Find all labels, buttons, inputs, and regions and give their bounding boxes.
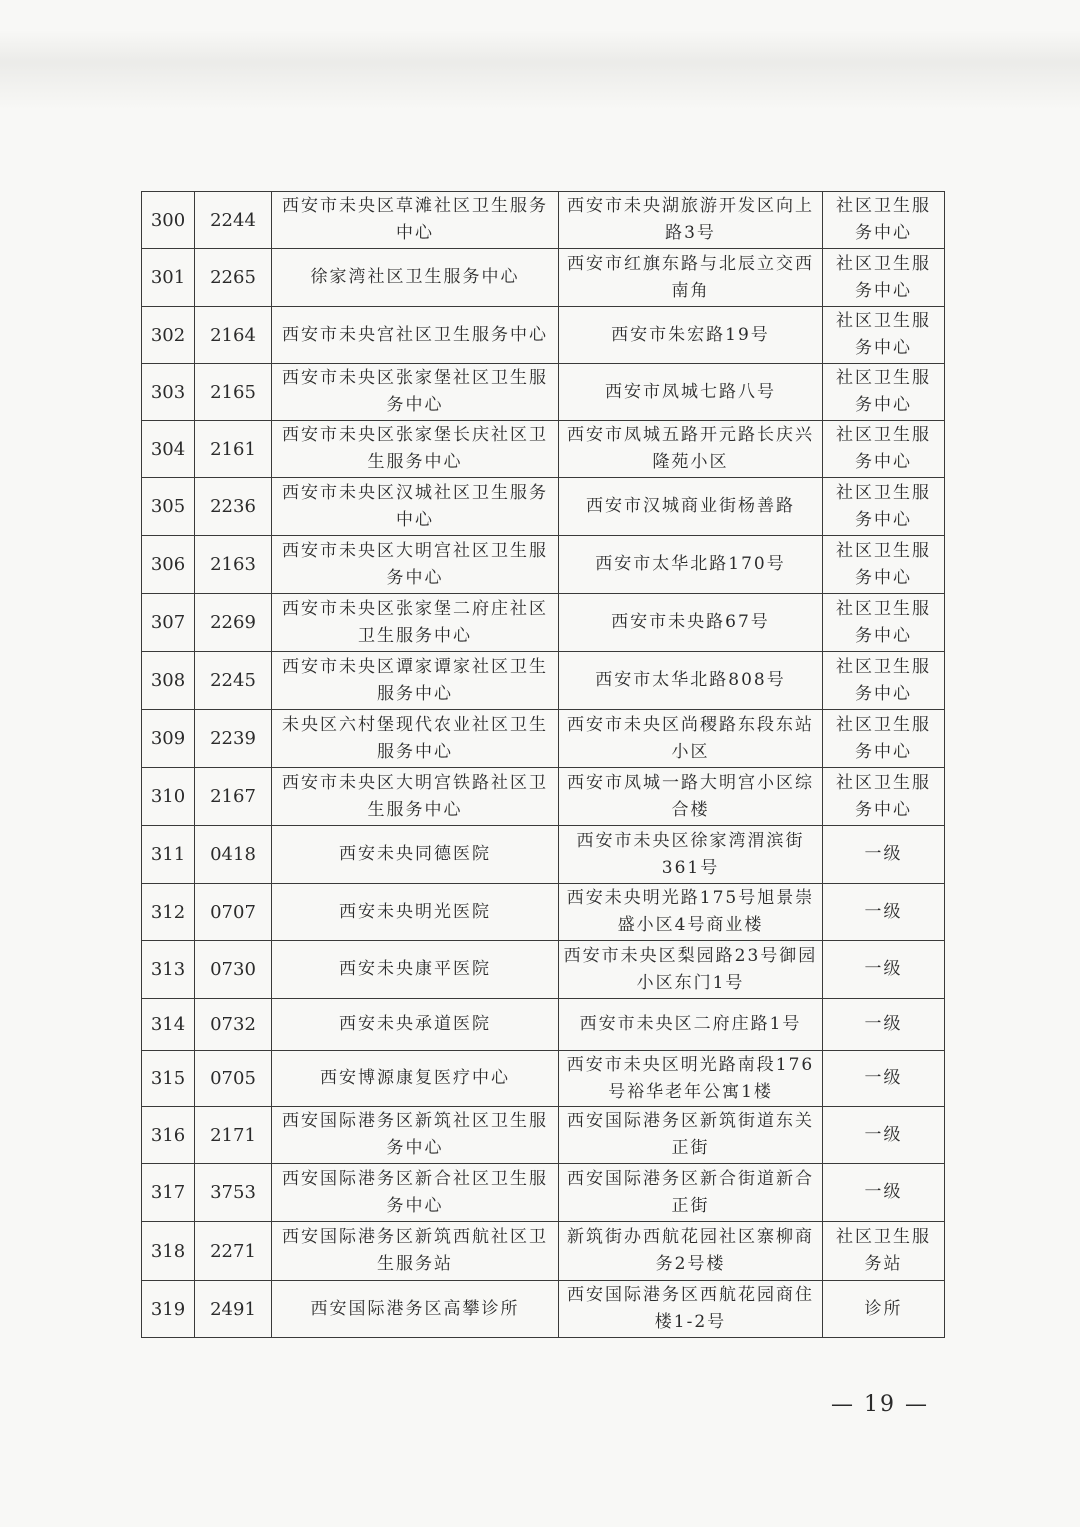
table-row: [142, 1107, 945, 1164]
address-cell: 西安市未央湖旅游开发区向上路3号: [559, 192, 823, 249]
table-row: [142, 478, 945, 536]
table-row: [142, 192, 945, 249]
seq-cell: 319: [142, 1281, 195, 1338]
table-row: [142, 1051, 945, 1107]
address-cell: 西安市红旗东路与北辰立交西南角: [559, 249, 823, 307]
level-cell: 诊所: [823, 1281, 945, 1338]
name-cell: 西安市未央区张家堡二府庄社区卫生服务中心: [272, 594, 559, 652]
page-number: — 19 —: [831, 1392, 929, 1417]
name-cell: 西安市未央区大明宫铁路社区卫生服务中心: [272, 768, 559, 826]
table-row: [142, 826, 945, 884]
seq-cell: 307: [142, 594, 195, 652]
level-cell: 一级: [823, 826, 945, 884]
code-cell: 2167: [195, 768, 272, 826]
table-row: [142, 1281, 945, 1338]
address-cell: 西安市未央区徐家湾渭滨街361号: [559, 826, 823, 884]
address-cell: 西安国际港务区新合街道新合正街: [559, 1164, 823, 1222]
level-cell: 社区卫生服务中心: [823, 307, 945, 364]
code-cell: 2269: [195, 594, 272, 652]
code-cell: 2161: [195, 421, 272, 478]
address-cell: 西安市凤城七路八号: [559, 364, 823, 421]
address-cell: 西安市太华北路170号: [559, 536, 823, 594]
code-cell: 0707: [195, 884, 272, 941]
address-cell: 西安国际港务区西航花园商住楼1-2号: [559, 1281, 823, 1338]
level-cell: 社区卫生服务中心: [823, 652, 945, 710]
name-cell: 西安未央明光医院: [272, 884, 559, 941]
code-cell: 2164: [195, 307, 272, 364]
seq-cell: 318: [142, 1222, 195, 1281]
name-cell: 未央区六村堡现代农业社区卫生服务中心: [272, 710, 559, 768]
name-cell: 西安未央康平医院: [272, 941, 559, 999]
table-row: [142, 249, 945, 307]
level-cell: 社区卫生服务中心: [823, 710, 945, 768]
table-row: [142, 307, 945, 364]
code-cell: 2491: [195, 1281, 272, 1338]
seq-cell: 306: [142, 536, 195, 594]
seq-cell: 308: [142, 652, 195, 710]
table-row: [142, 999, 945, 1051]
level-cell: 一级: [823, 941, 945, 999]
address-cell: 西安市太华北路808号: [559, 652, 823, 710]
level-cell: 社区卫生服务中心: [823, 421, 945, 478]
name-cell: 西安国际港务区新筑西航社区卫生服务站: [272, 1222, 559, 1281]
name-cell: 西安国际港务区新合社区卫生服务中心: [272, 1164, 559, 1222]
seq-cell: 302: [142, 307, 195, 364]
code-cell: 0732: [195, 999, 272, 1051]
seq-cell: 311: [142, 826, 195, 884]
name-cell: 西安未央同德医院: [272, 826, 559, 884]
name-cell: 西安国际港务区高攀诊所: [272, 1281, 559, 1338]
seq-cell: 305: [142, 478, 195, 536]
code-cell: 2165: [195, 364, 272, 421]
code-cell: 2265: [195, 249, 272, 307]
seq-cell: 313: [142, 941, 195, 999]
address-cell: 西安市未央区尚稷路东段东站小区: [559, 710, 823, 768]
name-cell: 西安未央承道医院: [272, 999, 559, 1051]
name-cell: 西安博源康复医疗中心: [272, 1051, 559, 1107]
seq-cell: 317: [142, 1164, 195, 1222]
code-cell: 3753: [195, 1164, 272, 1222]
seq-cell: 312: [142, 884, 195, 941]
table-row: [142, 421, 945, 478]
level-cell: 社区卫生服务中心: [823, 249, 945, 307]
address-cell: 西安市凤城一路大明宫小区综合楼: [559, 768, 823, 826]
code-cell: 2171: [195, 1107, 272, 1164]
address-cell: 西安国际港务区新筑街道东关正街: [559, 1107, 823, 1164]
code-cell: 2244: [195, 192, 272, 249]
code-cell: 0730: [195, 941, 272, 999]
address-cell: 西安市未央区二府庄路1号: [559, 999, 823, 1051]
level-cell: 一级: [823, 1107, 945, 1164]
code-cell: 2163: [195, 536, 272, 594]
name-cell: 西安市未央区草滩社区卫生服务中心: [272, 192, 559, 249]
table-row: [142, 1164, 945, 1222]
level-cell: 一级: [823, 884, 945, 941]
name-cell: 西安市未央区谭家谭家社区卫生服务中心: [272, 652, 559, 710]
seq-cell: 315: [142, 1051, 195, 1107]
code-cell: 2239: [195, 710, 272, 768]
seq-cell: 309: [142, 710, 195, 768]
address-cell: 新筑街办西航花园社区寨柳商务2号楼: [559, 1222, 823, 1281]
table-row: [142, 594, 945, 652]
name-cell: 西安市未央宫社区卫生服务中心: [272, 307, 559, 364]
address-cell: 西安市未央区明光路南段176号裕华老年公寓1楼: [559, 1051, 823, 1107]
address-cell: 西安市朱宏路19号: [559, 307, 823, 364]
seq-cell: 303: [142, 364, 195, 421]
code-cell: 0418: [195, 826, 272, 884]
address-cell: 西安市汉城商业街杨善路: [559, 478, 823, 536]
seq-cell: 301: [142, 249, 195, 307]
name-cell: 徐家湾社区卫生服务中心: [272, 249, 559, 307]
code-cell: 0705: [195, 1051, 272, 1107]
seq-cell: 316: [142, 1107, 195, 1164]
level-cell: 一级: [823, 1164, 945, 1222]
code-cell: 2271: [195, 1222, 272, 1281]
address-cell: 西安市凤城五路开元路长庆兴隆苑小区: [559, 421, 823, 478]
address-cell: 西安未央明光路175号旭景崇盛小区4号商业楼: [559, 884, 823, 941]
table-row: [142, 1222, 945, 1281]
name-cell: 西安国际港务区新筑社区卫生服务中心: [272, 1107, 559, 1164]
address-cell: 西安市未央路67号: [559, 594, 823, 652]
table-row: [142, 710, 945, 768]
table-row: [142, 536, 945, 594]
level-cell: 社区卫生服务中心: [823, 364, 945, 421]
level-cell: 社区卫生服务中心: [823, 536, 945, 594]
name-cell: 西安市未央区张家堡长庆社区卫生服务中心: [272, 421, 559, 478]
table-body: [142, 192, 945, 1338]
seq-cell: 304: [142, 421, 195, 478]
table-row: [142, 364, 945, 421]
table-row: [142, 768, 945, 826]
level-cell: 社区卫生服务中心: [823, 478, 945, 536]
level-cell: 一级: [823, 1051, 945, 1107]
scan-shadow-band: [0, 30, 1080, 110]
table-row: [142, 652, 945, 710]
level-cell: 社区卫生服务站: [823, 1222, 945, 1281]
level-cell: 社区卫生服务中心: [823, 594, 945, 652]
address-cell: 西安市未央区梨园路23号御园小区东门1号: [559, 941, 823, 999]
name-cell: 西安市未央区张家堡社区卫生服务中心: [272, 364, 559, 421]
level-cell: 一级: [823, 999, 945, 1051]
code-cell: 2236: [195, 478, 272, 536]
seq-cell: 310: [142, 768, 195, 826]
institution-table-wrapper: [141, 191, 944, 1338]
level-cell: 社区卫生服务中心: [823, 192, 945, 249]
code-cell: 2245: [195, 652, 272, 710]
seq-cell: 300: [142, 192, 195, 249]
name-cell: 西安市未央区汉城社区卫生服务中心: [272, 478, 559, 536]
name-cell: 西安市未央区大明宫社区卫生服务中心: [272, 536, 559, 594]
table-row: [142, 884, 945, 941]
seq-cell: 314: [142, 999, 195, 1051]
institution-table: [141, 191, 945, 1338]
table-row: [142, 941, 945, 999]
level-cell: 社区卫生服务中心: [823, 768, 945, 826]
